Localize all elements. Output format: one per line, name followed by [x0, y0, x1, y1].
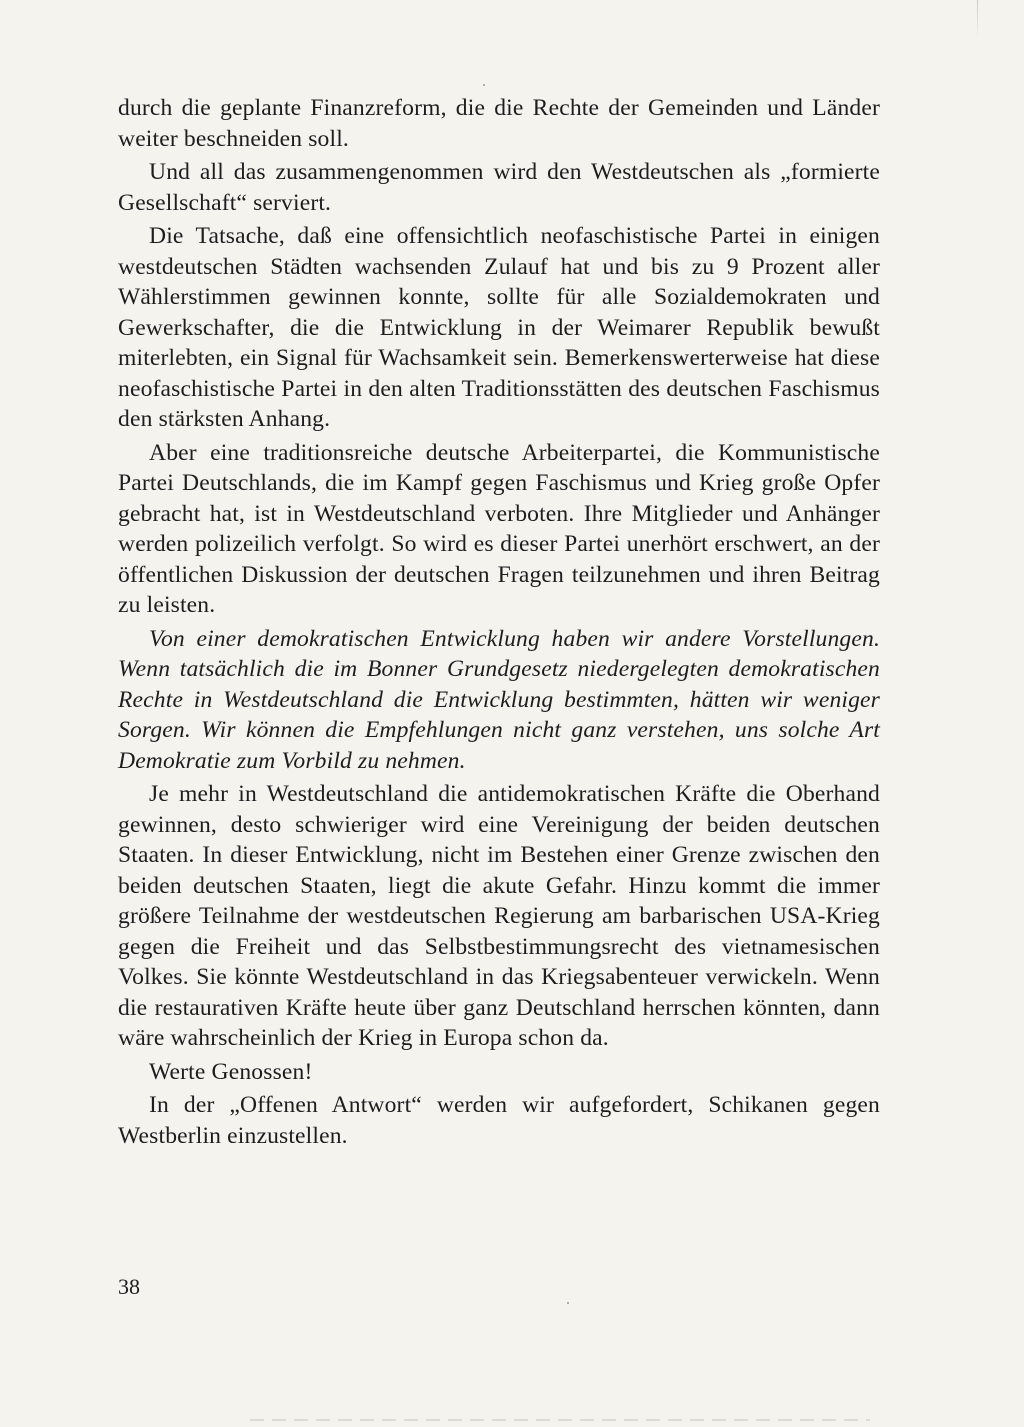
- paragraph-neofaschistische-partei: Die Tatsache, daß eine offensichtlich neofaschistische Partei in einigen westdeutschen Städten wachsenden Zulauf hat und bis zu 9 Prozent aller Wählerstimmen gewinnen konnte, sollte für alle Sozialdemokraten und Gewerkschafter, die die Entwicklung in der Weimarer Republik bewußt miterlebten, ein Signal für Wachsamkeit sein. Bemerkenswerterweise hat diese neofaschistische Partei in den alten Traditionsstätten des deutschen Faschismus den stärksten Anhang.: [118, 223, 880, 432]
- paragraph-werte-genossen: Werte Genossen!: [149, 1058, 313, 1085]
- scan-speck: [567, 1302, 569, 1304]
- scan-edge-mark: [977, 0, 978, 40]
- paragraph-kpd-verbot: Aber eine traditionsreiche deutsche Arbeiterpartei, die Kommunistische Partei Deutschlands, die im Kampf gegen Faschismus und Krieg große Opfer gebracht hat, ist in Westdeutschland verboten. Ihre Mitglieder und Anhänger werden polizeilich verfolgt. So wird es dieser Partei unerhört erschwert, an der öffentlichen Diskussion der deutschen Fragen teilzunehmen und ihren Beitrag zu leisten.: [118, 439, 880, 618]
- book-page-text: [118, 93, 880, 1151]
- scan-bottom-strip: [250, 1419, 870, 1421]
- scan-speck: [483, 84, 485, 86]
- paragraph-offene-antwort: In der „Offenen Antwort“ werden wir aufgefordert, Schikanen gegen Westberlin einzustellen.: [118, 1092, 880, 1149]
- page-number: 38: [118, 1274, 140, 1299]
- paragraph-finanzreform: durch die geplante Finanzreform, die die Rechte der Gemeinden und Länder weiter beschneiden soll.: [118, 95, 880, 152]
- paragraph-formierte-gesellschaft: Und all das zusammengenommen wird den Westdeutschen als „formierte Gesellschaft“ serviert.: [118, 159, 880, 216]
- paragraph-antidemokratische-kraefte: Je mehr in Westdeutschland die antidemokratischen Kräfte die Oberhand gewinnen, desto schwieriger wird eine Vereinigung der beiden deutschen Staaten. In dieser Entwicklung, nicht im Bestehen einer Grenze zwischen den beiden deutschen Staaten, liegt die akute Gefahr. Hinzu kommt die immer größere Teilnahme der westdeutschen Regierung am barbarischen USA-Krieg gegen die Freiheit und das Selbstbestimmungsrecht des vietnamesischen Volkes. Sie könnte Westdeutschland in das Kriegsabenteuer verwickeln. Wenn die restaurativen Kräfte heute über ganz Deutschland herrschen könnten, dann wäre wahrscheinlich der Krieg in Europa schon da.: [118, 781, 880, 1051]
- paragraph-demokratische-entwicklung: Von einer demokratischen Entwicklung haben wir andere Vorstellungen. Wenn tatsächlich die im Bonner Grundgesetz niedergelegten demokratischen Rechte in Westdeutschland die Entwicklung bestimmten, hätten wir weniger Sorgen. Wir können die Empfehlungen nicht ganz verstehen, uns solche Art Demokratie zum Vorbild zu nehmen.: [118, 625, 880, 774]
